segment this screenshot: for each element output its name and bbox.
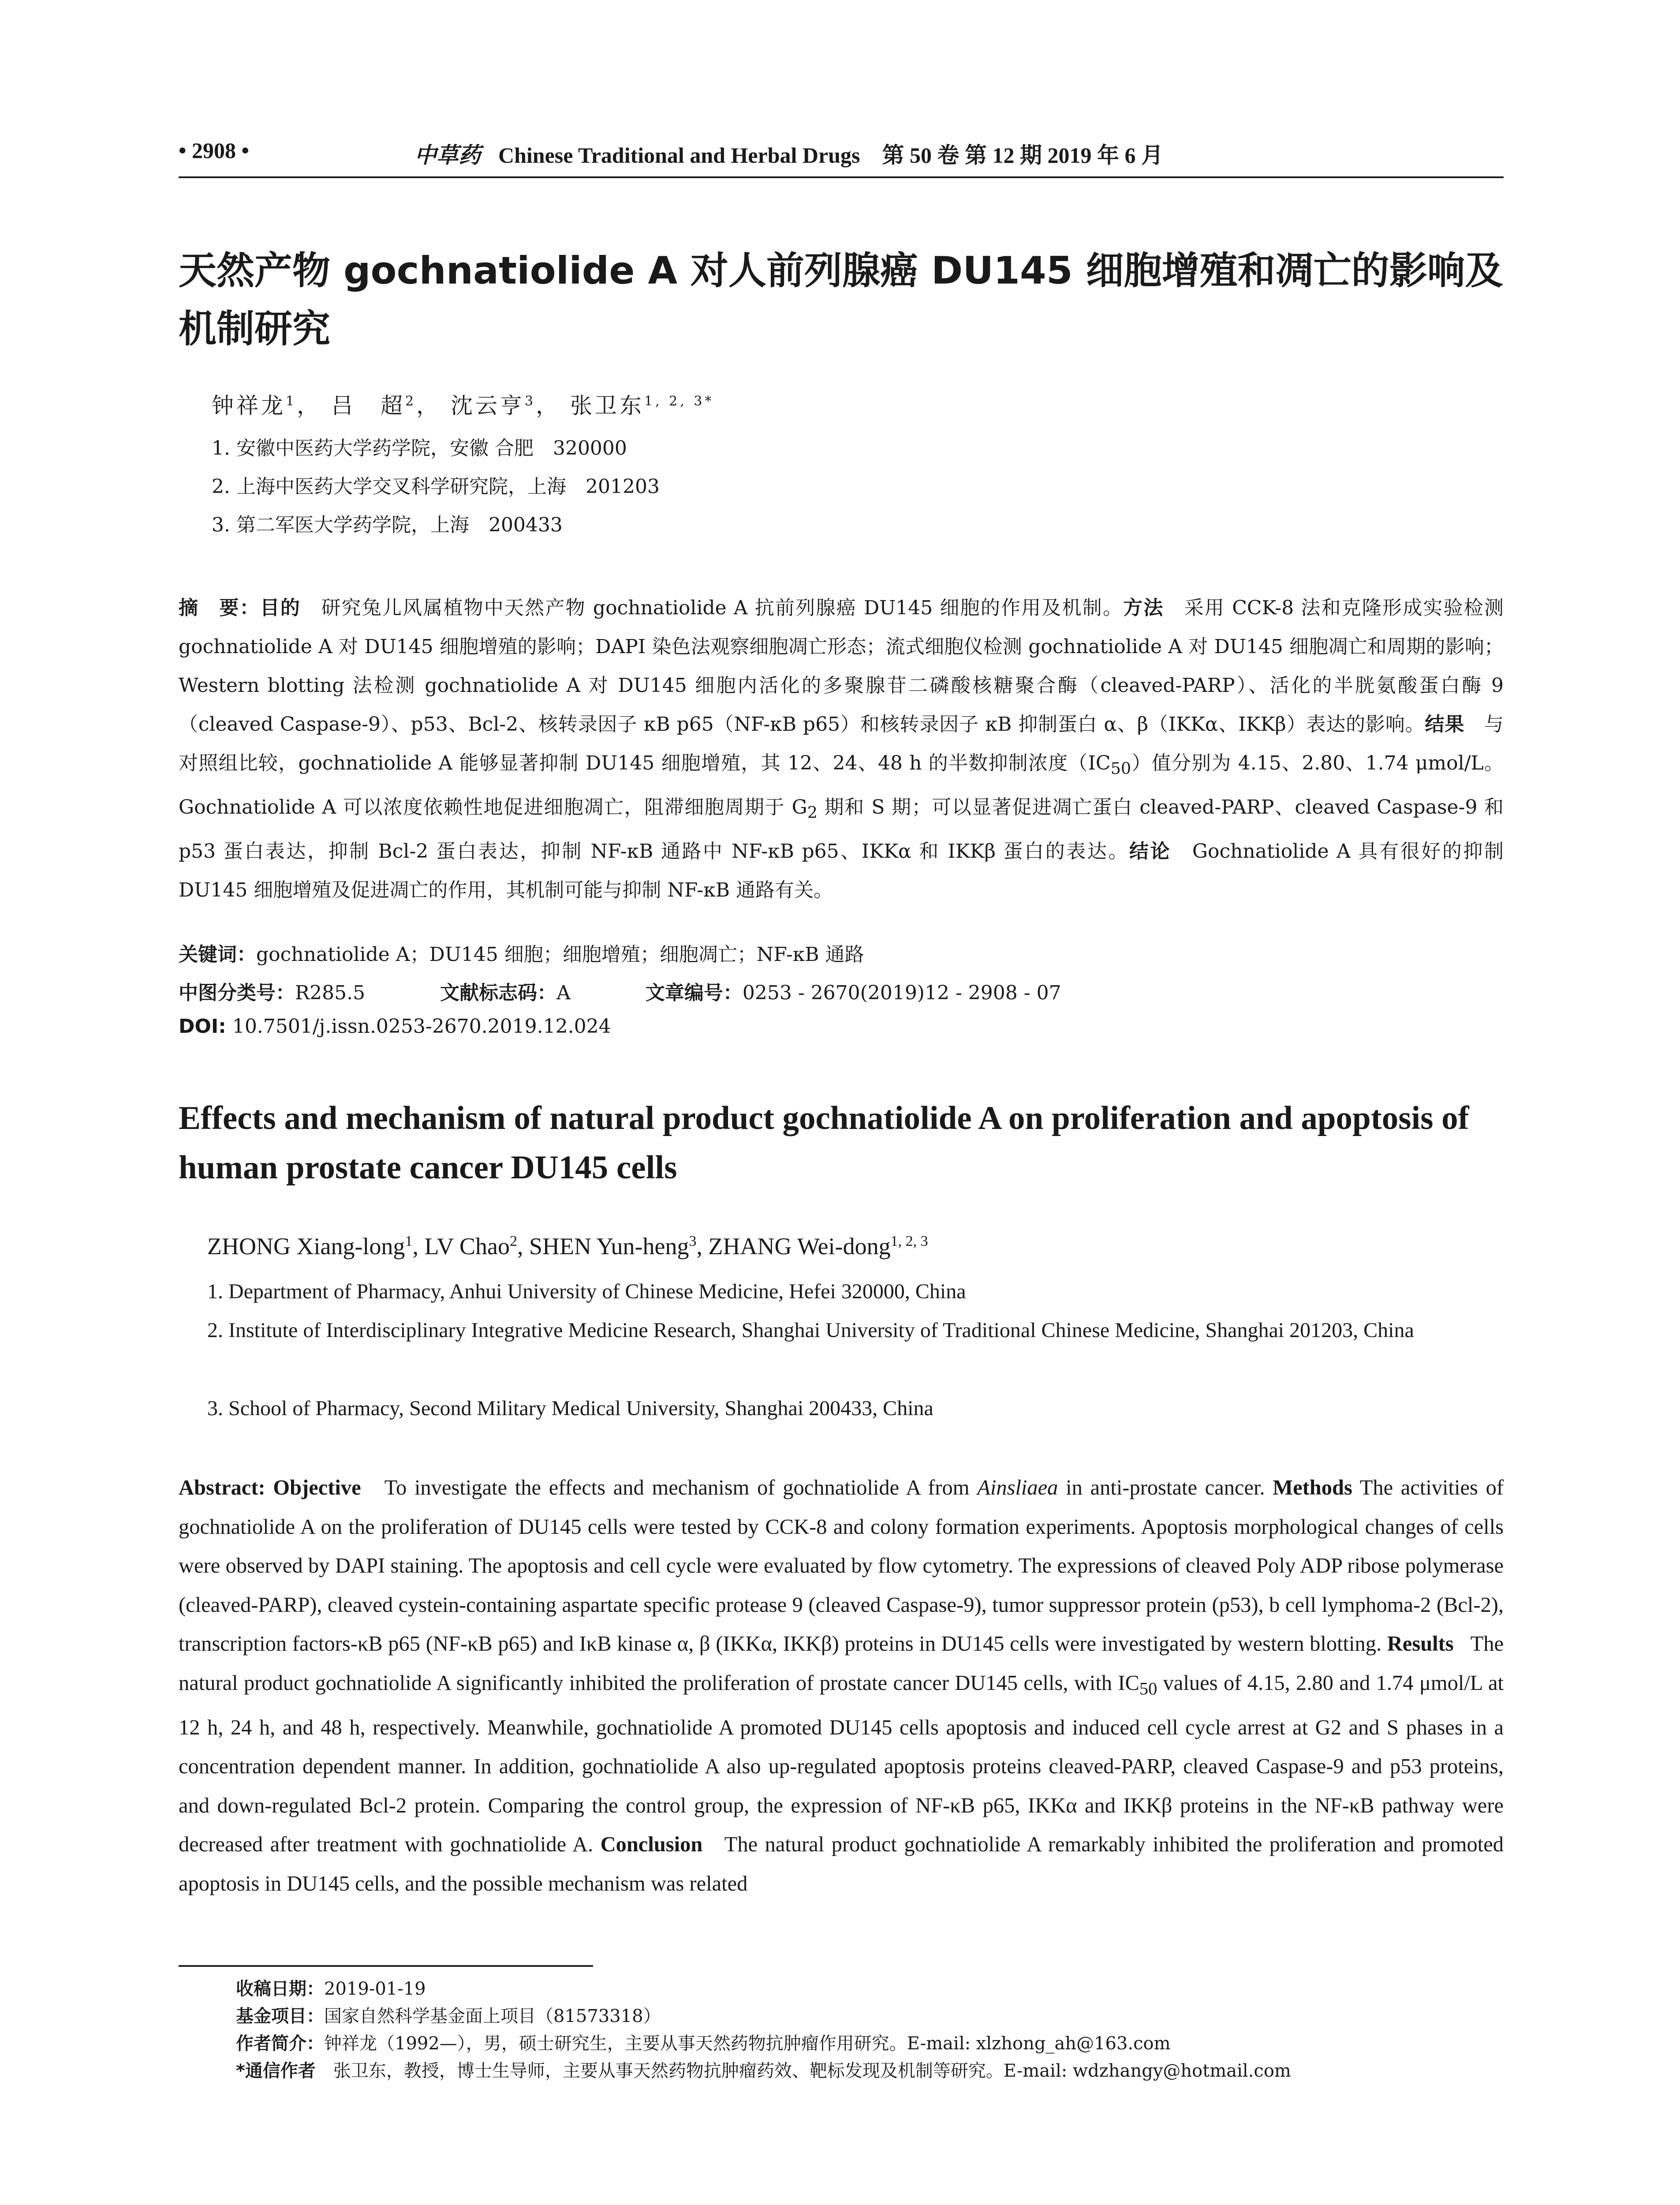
authors-english: ZHONG Xiang-long$^1$, LV Chao$^2$, SHEN Yun-heng$^3$, ZHANG Wei-dong$^{1, 2, 3}$ bbox=[207, 1233, 928, 1259]
footnote-text: 国家自然科学基金面上项目（81573318） bbox=[324, 2006, 661, 2026]
footnote-label: 作者简介： bbox=[236, 2033, 324, 2054]
author-sup: 1 bbox=[405, 1233, 413, 1249]
results-text: values of 4.15, 2.80 and 1.74 μmol/L at 12 h, 24 h, and 48 h, respectively. Meanwhile, gochnatiolide A promoted DU145 cells apoptosis and induced cell cycle arrest at G2 and S phases in a concentration dependent manner. In addition, gochnatiolide A also up-regulated apoptosis proteins cleaved-PARP, cleaved Caspase-9 and p53 proteins, and down-regulated Bcl-2 protein. Comparing the control group, the expression of NF-κB p65, IKKα and IKKβ proteins in the NF-κB pathway were decreased after treatment with gochnatiolide A. bbox=[179, 1671, 1504, 1857]
keywords-text: gochnatiolide A；DU145 细胞；细胞增殖；细胞凋亡；NF-κB 通路 bbox=[256, 943, 864, 966]
author: LV Chao bbox=[424, 1233, 510, 1259]
results-label: 结果 bbox=[1425, 713, 1465, 736]
doc-code-label: 文献标志码： bbox=[440, 982, 557, 1004]
keywords bbox=[179, 938, 864, 967]
footnote-rule bbox=[179, 1965, 593, 1967]
author: 吕 超 bbox=[331, 393, 405, 419]
footnote-corresponding bbox=[236, 2057, 1291, 2082]
journal-logo: 中草药 bbox=[414, 142, 481, 168]
author: ZHONG Xiang-long bbox=[207, 1233, 405, 1259]
conclusion-text: The natural product gochnatiolide A remarkably inhibited the proliferation and promoted apoptosis in DU145 cells, and the possible mechanism was related bbox=[179, 1833, 1504, 1895]
footnote-label: *通信作者 bbox=[236, 2061, 316, 2081]
results-label: Results bbox=[1387, 1632, 1454, 1656]
objective-text: To investigate the effects and mechanism of gochnatiolide A from bbox=[384, 1476, 978, 1499]
clc-value: R285.5 bbox=[295, 982, 366, 1004]
article-no-label: 文章编号： bbox=[645, 982, 743, 1004]
affiliation-english: 2. Institute of Interdisciplinary Integrative Medicine Research, Shanghai University of Traditional Chinese Medicine, Shanghai 201203, China bbox=[207, 1319, 1414, 1342]
authors-chinese: 钟祥龙$^1$， 吕 超$^2$， 沈云亨$^3$， 张卫东$^{1, 2, 3*}$ bbox=[212, 393, 714, 419]
results-text: 期和 S 期；可以显著促进凋亡蛋白 cleaved-PARP、cleaved Caspase-9 和 p53 蛋白表达，抑制 Bcl-2 蛋白表达，抑制 NF-κB 通路中 NF-κB p65、IKKα 和 IKKβ 蛋白的表达。 bbox=[179, 796, 1504, 863]
doi-value: 10.7501/j.issn.0253-2670.2019.12.024 bbox=[232, 1015, 611, 1038]
footnote-label: 基金项目： bbox=[236, 2006, 324, 2026]
results-text: ）值分别为 4.15、2.80、1.74 μmol/L。Gochnatiolide A 可以浓度依赖性地促进细胞凋亡，阻滞细胞周期于 G bbox=[179, 752, 1504, 818]
methods-label: Methods bbox=[1273, 1476, 1352, 1499]
author-sup: 1 bbox=[286, 393, 297, 409]
methods-label: 方法 bbox=[1123, 597, 1164, 619]
affiliation-english: 3. School of Pharmacy, Second Military Medical University, Shanghai 200433, China bbox=[207, 1397, 933, 1420]
footnote-text: 张卫东，教授，博士生导师，主要从事天然药物抗肿瘤药效、靶标发现及机制等研究。E-mail: wdzhangy@hotmail.com bbox=[315, 2061, 1291, 2081]
author: 张卫东 bbox=[570, 393, 644, 419]
objective-text: in anti-prostate cancer. bbox=[1058, 1476, 1265, 1499]
keywords-label: 关键词： bbox=[179, 943, 256, 966]
objective-label: Objective bbox=[273, 1476, 361, 1499]
affiliation-chinese: 1. 安徽中医药大学药学院，安徽 合肥 320000 bbox=[212, 437, 627, 460]
author: 沈云亨 bbox=[451, 393, 525, 419]
doc-code-value: A bbox=[556, 982, 571, 1004]
subscript: 50 bbox=[1110, 759, 1131, 778]
page-number: • 2908 • bbox=[179, 138, 250, 163]
affiliation-chinese: 2. 上海中医药大学交叉科学研究院，上海 201203 bbox=[212, 475, 660, 498]
header-rule bbox=[179, 176, 1504, 178]
objective-label: 目的 bbox=[260, 597, 301, 619]
author-sup: 3 bbox=[525, 393, 536, 409]
results-text: 与对照组比较，gochnatiolide A 能够显著抑制 DU145 细胞增殖，其 12、24、48 h 的半数抑制浓度（IC bbox=[179, 713, 1504, 774]
footnote-label: 收稿日期： bbox=[236, 1979, 324, 1999]
author-sup: 1, 2, 3 bbox=[890, 1233, 928, 1249]
clc-label: 中图分类号： bbox=[179, 982, 295, 1004]
subscript: 50 bbox=[1139, 1678, 1157, 1699]
footnote-text: 钟祥龙（1992—），男，硕士研究生，主要从事天然药物抗肿瘤作用研究。E-mail: xlzhong_ah@163.com bbox=[324, 2033, 1171, 2054]
doi-label: DOI: bbox=[179, 1015, 226, 1038]
abstract-label: 摘 要： bbox=[179, 597, 260, 619]
author: SHEN Yun-heng bbox=[529, 1233, 689, 1259]
footnote-text: 2019-01-19 bbox=[324, 1979, 426, 1999]
results-text: The natural product gochnatiolide A significantly inhibited the proliferation of prostate cancer DU145 cells, with IC bbox=[179, 1632, 1504, 1695]
classification-line bbox=[179, 977, 1061, 1005]
running-header bbox=[179, 138, 1504, 168]
author-sup: 2 bbox=[405, 393, 417, 409]
abstract-label: Abstract: bbox=[179, 1476, 265, 1499]
abstract-chinese bbox=[179, 589, 1504, 910]
author: ZHANG Wei-dong bbox=[708, 1233, 891, 1259]
author-sup: 2 bbox=[509, 1233, 517, 1249]
author-sup: 1, 2, 3* bbox=[644, 393, 714, 409]
objective-text: 研究兔儿风属植物中天然产物 gochnatiolide A 抗前列腺癌 DU145 细胞的作用及机制。 bbox=[321, 597, 1124, 619]
footnote-received bbox=[236, 1975, 426, 2000]
affiliation-chinese: 3. 第二军医大学药学院，上海 200433 bbox=[212, 514, 563, 536]
methods-text: The activities of gochnatiolide A on the proliferation of DU145 cells were tested by CCK-8 and colony formation experiments. Apoptosis morphological changes of cells were observed by DAPI staining. The apoptosis and cell cycle were evaluated by flow cytometry. The expressions of cleaved Poly ADP ribose polymerase (cleaved-PARP), cleaved cystein-containing aspartate specific protease 9 (cleaved Caspase-9), tumor suppressor protein (p53), b cell lymphoma-2 (Bcl-2), transcription factors-κB p65 (NF-κB p65) and IκB kinase α, β (IKKα, IKKβ) proteins in DU145 cells were investigated by western blotting. bbox=[179, 1476, 1504, 1656]
footnote-author-bio bbox=[236, 2029, 1171, 2055]
methods-text: 采用 CCK-8 法和克隆形成实验检测 gochnatiolide A 对 DU145 细胞增殖的影响；DAPI 染色法观察细胞凋亡形态；流式细胞仪检测 gochnatiolide A 对 DU145 细胞凋亡和周期的影响；Western blotting 法检测 gochnatiolide A 对 DU145 细胞内活化的多聚腺苷二磷酸核糖聚合酶（cleaved-PARP）、活化的半胱氨酸蛋白酶 9（cleaved Caspase-9）、p53、Bcl-2、核转录因子 κB p65（NF-κB p65）和核转录因子 κB 抑制蛋白 α、β（IKKα、IKKβ）表达的影响。 bbox=[179, 597, 1504, 736]
doi-line bbox=[179, 1015, 611, 1038]
subscript: 2 bbox=[807, 803, 818, 822]
title-english: Effects and mechanism of natural product gochnatiolide A on proliferation and apoptosis of human prostate cancer DU145 cells bbox=[179, 1100, 1469, 1186]
conclusion-label: Conclusion bbox=[600, 1833, 703, 1857]
author: 钟祥龙 bbox=[212, 393, 286, 419]
issue-info: 第 50 卷 第 12 期 2019 年 6 月 bbox=[882, 143, 1163, 168]
title-chinese: 天然产物 gochnatiolide A 对人前列腺癌 DU145 细胞增殖和凋亡的影响及机制研究 bbox=[179, 249, 1503, 351]
article-no-value: 0253 - 2670(2019)12 - 2908 - 07 bbox=[742, 982, 1061, 1004]
author-sup: 3 bbox=[689, 1233, 697, 1249]
footnote-funding bbox=[236, 2002, 661, 2027]
genus-name: Ainsliaea bbox=[977, 1476, 1058, 1499]
journal-title bbox=[414, 138, 1163, 169]
conclusion-text: Gochnatiolide A 具有很好的抑制 DU145 细胞增殖及促进凋亡的作用，其机制可能与抑制 NF-κB 通路有关。 bbox=[179, 840, 1504, 901]
journal-name: Chinese Traditional and Herbal Drugs bbox=[498, 143, 860, 168]
conclusion-label: 结论 bbox=[1129, 840, 1172, 863]
affiliation-english: 1. Department of Pharmacy, Anhui University of Chinese Medicine, Hefei 320000, China bbox=[207, 1280, 966, 1303]
abstract-english bbox=[179, 1469, 1504, 1903]
